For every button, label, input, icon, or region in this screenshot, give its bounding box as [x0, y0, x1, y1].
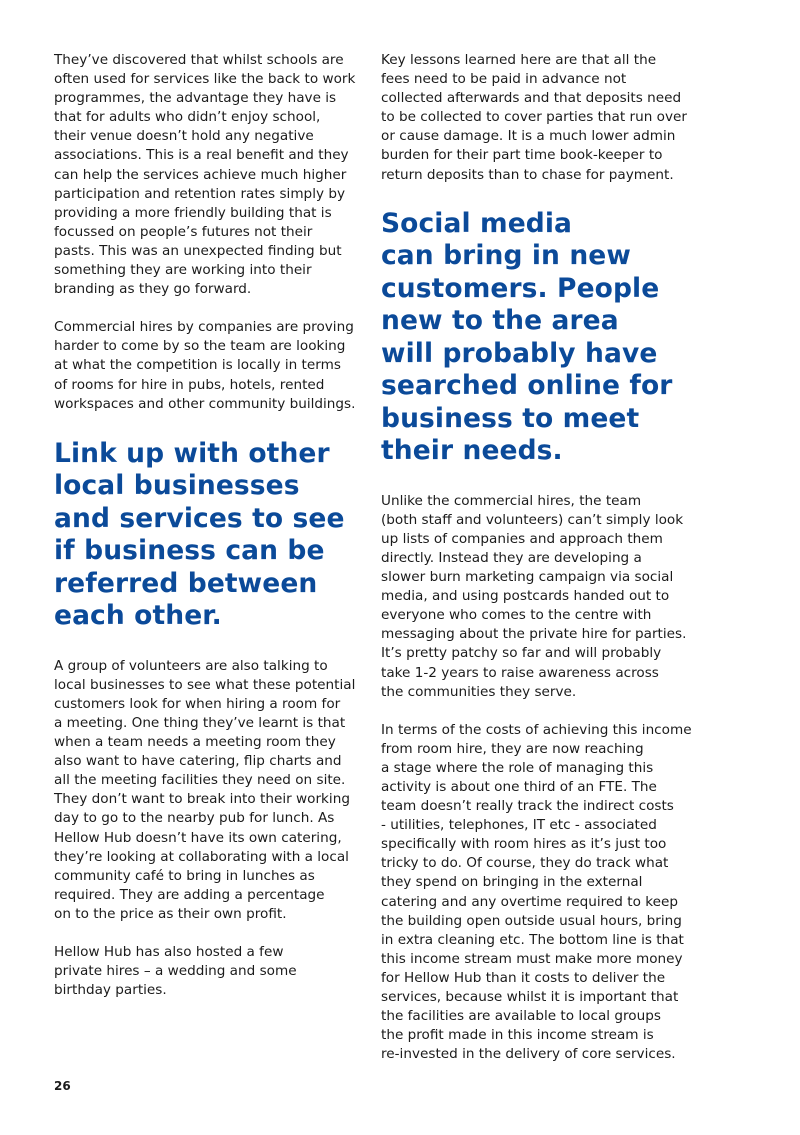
- right-paragraph-marketing-campaign: Unlike the commercial hires, the team (both staff and volunteers) can’t simply look up lists of companies and approach them directly. Instead they are developing a slower burn marketing campaign via social media, and using postcards handed out to everyone who comes to the centre with messaging about the private hire for parties. It’s pretty patchy so far and will probably take 1-2 years to raise awareness across the communities they serve.: [381, 492, 687, 700]
- left-paragraph-commercial-hires: Commercial hires by companies are proving harder to come by so the team are looking at what the competition is locally in terms of rooms for hire in pubs, hotels, rented workspaces and other community buildings.: [54, 319, 356, 412]
- left-paragraph-schools: They’ve discovered that whilst schools are often used for services like the back to work programmes, the advantage they have is that for adults who didn’t enjoy school, their venue doesn’t hold any negative associations. This is a real benefit and they can help the services achieve much higher participation and retention rates simply by providing a more friendly building that is focussed on people’s futures not their pasts. This was an unexpected finding but something they are working into their branding as they go forward.: [54, 52, 356, 298]
- right-paragraph-key-lessons: Key lessons learned here are that all the fees need to be paid in advance not collected afterwards and that deposits need to be collected to cover parties that run over or cause damage. It is a much lower admin burden for their part time book-keeper to return deposits than to chase for payment.: [381, 52, 687, 183]
- left-column: [54, 51, 366, 1000]
- pull-quote-social-media: Social media can bring in new customers. People new to the area will probably have searched online for business to meet their needs.: [381, 207, 673, 467]
- left-paragraph-volunteers: A group of volunteers are also talking to local businesses to see what these potential customers look for when hiring a room for a meeting. One thing they’ve learnt is that when a team needs a meeting room they also want to have catering, flip charts and all the meeting facilities they need on site. They don’t want to break into their working day to go to the nearby pub for lunch. As Hellow Hub doesn’t have its own catering, they’re looking at collaborating with a local community café to bring in lunches as required. They are adding a percentage on to the price as their own profit.: [54, 657, 356, 922]
- paragraph-spacer: [381, 702, 699, 721]
- left-paragraph-private-hires: Hellow Hub has also hosted a few private hires – a wedding and some birthday parties.: [54, 944, 297, 999]
- pull-quote-link-up-businesses: Link up with other local businesses and services to see if business can be referred between each other.: [54, 437, 345, 632]
- right-column: [381, 51, 699, 1064]
- right-paragraph-costs: In terms of the costs of achieving this income from room hire, they are now reaching a stage where the role of managing this activity is about one third of an FTE. The team doesn’t really track the indirect costs - utilities, telephones, IT etc - associated specifically with room hires as it’s just too tricky to do. Of course, they do track what they spend on bringing in the external catering and any overtime required to keep the building open outside usual hours, bring in extra cleaning etc. The bottom line is that this income stream must make more money for Hellow Hub than it costs to deliver the services, because whilst it is important that the facilities are available to local groups the profit made in this income stream is re-invested in the delivery of core services.: [381, 721, 692, 1063]
- page-number: 26: [54, 1079, 71, 1093]
- paragraph-spacer: [54, 299, 366, 318]
- paragraph-spacer: [54, 924, 366, 943]
